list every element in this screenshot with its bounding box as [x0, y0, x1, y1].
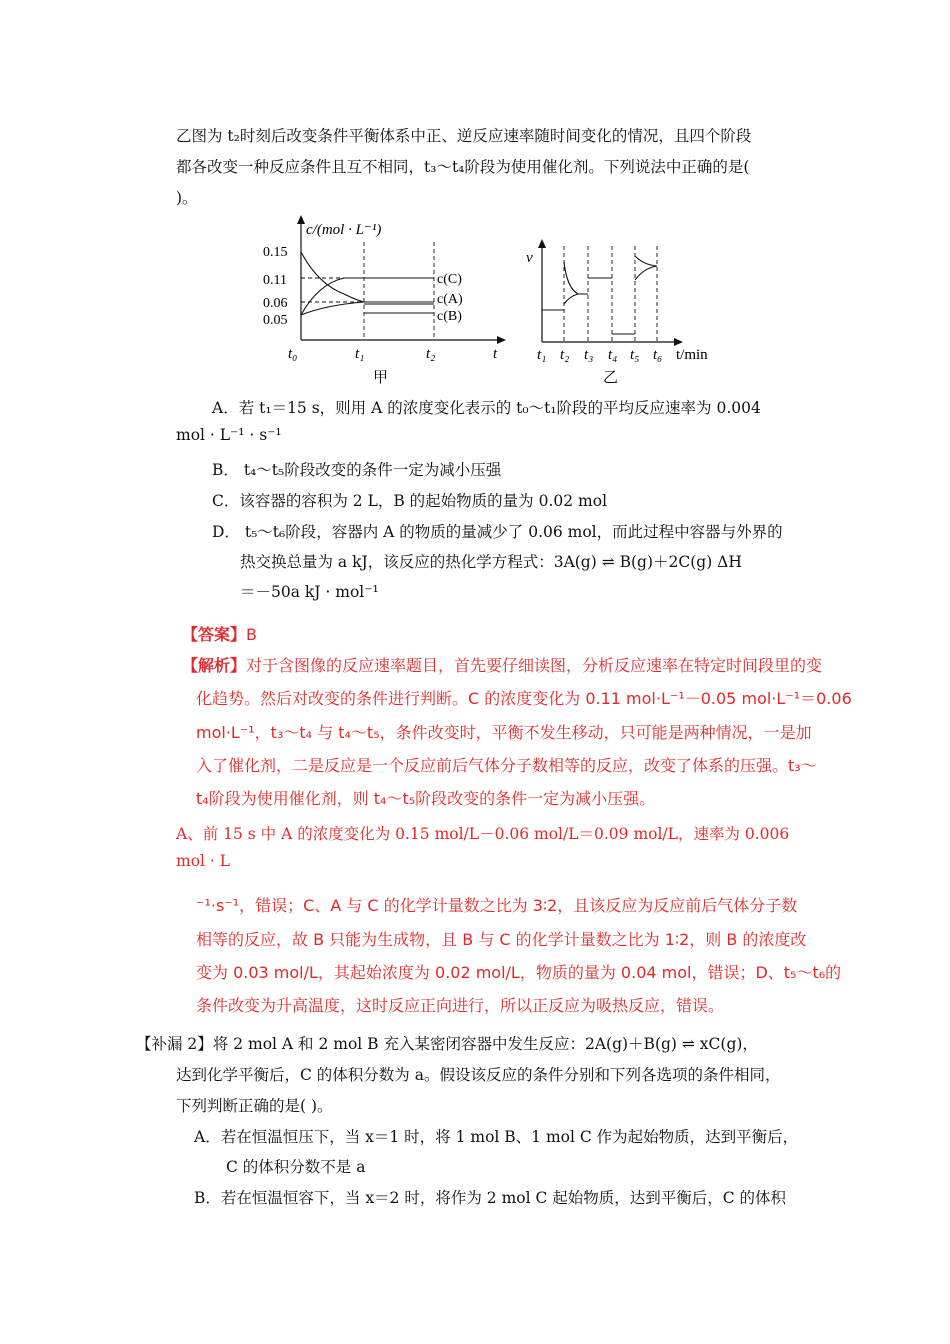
answer-value: B [246, 625, 257, 644]
supplement-line-1: 【补漏 2】将 2 mol A 和 2 mol B 充入某密闭容器中发生反应：2A(g)＋B(g) ⇌ xC(g)， [136, 1035, 758, 1053]
analysis-line-3: mol·L⁻¹，t₃～t₄ 与 t₄～t₅，条件改变时，平衡不发生移动，只可能是两种情况，一是加 [196, 723, 812, 742]
jia-ytick-2: 0.06 [263, 296, 288, 311]
analysis-line-7: mol · L [176, 852, 231, 870]
yi-rate-t5t6-upper [635, 256, 657, 266]
analysis-line-8: ⁻¹·s⁻¹，错误；C、A 与 C 的化学计量数之比为 3∶2，且该反应为反应前后气体分子数 [196, 896, 798, 915]
jia-ytick-1: 0.11 [263, 273, 287, 288]
answer [182, 622, 257, 645]
yi-xtick-6: t₆ [653, 347, 663, 363]
option-c: C．该容器的容积为 2 L，B 的起始物质的量为 0.02 mol [212, 492, 608, 510]
yi-xtick-1: t₁ [537, 347, 547, 363]
option-d-line-3: ＝－50a kJ · mol⁻¹ [240, 583, 379, 601]
yi-rate-t5t6-lower [635, 266, 657, 280]
jia-xtick-3: t [493, 346, 498, 362]
analysis-line-5: t₄阶段为使用催化剂，则 t₄～t₅阶段改变的条件一定为减小压强。 [196, 789, 656, 808]
figure-jia [256, 212, 516, 390]
supplement-option-b-line-1: B．若在恒温恒容下，当 x＝2 时，将作为 2 mol C 起始物质，达到平衡后，C 的体积 [194, 1189, 787, 1207]
intro-line-1: 乙图为 t₂时刻后改变条件平衡体系中正、逆反应速率随时间变化的情况，且四个阶段 [176, 127, 752, 145]
supplement-line-2: 达到化学平衡后，C 的体积分数为 a。假设该反应的条件分别和下列各选项的条件相同， [176, 1066, 781, 1084]
jia-xtick-1: t₁ [355, 346, 365, 362]
jia-curve-C [301, 278, 434, 315]
option-d-line-1: D． t₅～t₆阶段，容器内 A 的物质的量减少了 0.06 mol，而此过程中容器与外界的 [212, 523, 783, 541]
intro-line-2: 都各改变一种反应条件且互不相同，t₃～t₄阶段为使用催化剂。下列说法中正确的是( [176, 158, 750, 176]
jia-ylabel: c/(mol · L⁻¹) [306, 222, 382, 238]
option-a-line-1: A．若 t₁＝15 s，则用 A 的浓度变化表示的 t₀～t₁阶段的平均反应速率为 0.004 [212, 399, 761, 417]
option-d-line-2: 热交换总量为 a kJ，该反应的热化学方程式：3A(g) ⇌ B(g)＋2C(g) ΔH [240, 553, 742, 571]
analysis-line-11: 条件改变为升高温度，这时反应正向进行，所以正反应为吸热反应，错误。 [196, 996, 725, 1015]
yi-xtick-3: t₃ [584, 347, 594, 363]
jia-label-A: c(A) [437, 292, 463, 307]
jia-label-C: c(C) [437, 272, 462, 287]
analysis-text-1: 对于含图像的反应速率题目，首先要仔细读图，分析反应速率在特定时间段里的变 [246, 656, 823, 675]
jia-label-B: c(B) [437, 309, 462, 324]
yi-caption: 乙 [603, 370, 619, 386]
supplement-option-a-line-1: A．若在恒温恒压下，当 x＝1 时，将 1 mol B、1 mol C 作为起始物质，达到平衡后， [194, 1128, 799, 1146]
intro-line-3: )。 [176, 189, 198, 207]
jia-xtick-2: t₂ [426, 346, 436, 362]
analysis-line-2: 化趋势。然后对改变的条件进行判断。C 的浓度变化为 0.11 mol·L⁻¹－0.05 mol·L⁻¹＝0.06 [196, 689, 852, 708]
yi-xlabel: t/min [676, 347, 708, 363]
yi-xtick-4: t₄ [608, 347, 618, 363]
analysis-line-6: A、前 15 s 中 A 的浓度变化为 0.15 mol/L－0.06 mol/L＝0.09 mol/L，速率为 0.006 [176, 825, 790, 843]
yi-xtick-5: t₅ [630, 347, 640, 363]
jia-ytick-3: 0.05 [263, 313, 288, 328]
analysis-line-9: 相等的反应，故 B 只能为生成物，且 B 与 C 的化学计量数之比为 1∶2，则 B 的浓度改 [196, 930, 807, 949]
analysis-line-4: 入了催化剂，二是反应是一个反应前后气体分子数相等的反应，改变了体系的压强。t₃～ [196, 756, 817, 775]
yi-rate-t2t3-upper [564, 262, 588, 294]
jia-ytick-0: 0.15 [263, 245, 288, 260]
figure-yi [520, 232, 730, 390]
analysis-line-10: 变为 0.03 mol/L，其起始浓度为 0.02 mol/L，物质的量为 0.04 mol，错误；D、t₅～t₆的 [196, 963, 842, 982]
yi-xtick-2: t₂ [560, 347, 570, 363]
jia-xtick-0: t₀ [288, 346, 298, 362]
jia-caption: 甲 [373, 370, 389, 386]
option-b: B． t₄～t₅阶段改变的条件一定为减小压强 [212, 461, 502, 479]
answer-label: 【答案】 [182, 625, 247, 644]
jia-curve-A [301, 252, 434, 302]
option-a-line-2: mol · L⁻¹ · s⁻¹ [176, 426, 282, 444]
yi-rate-t2t3-lower [564, 294, 578, 304]
analysis-label: 【解析】 [182, 656, 247, 675]
yi-ylabel: v [526, 250, 533, 266]
supplement-option-a-line-2: C 的体积分数不是 a [226, 1158, 366, 1176]
supplement-line-3: 下列判断正确的是( )。 [176, 1097, 333, 1115]
analysis-line-1 [182, 653, 822, 676]
jia-curve-B [301, 302, 364, 315]
